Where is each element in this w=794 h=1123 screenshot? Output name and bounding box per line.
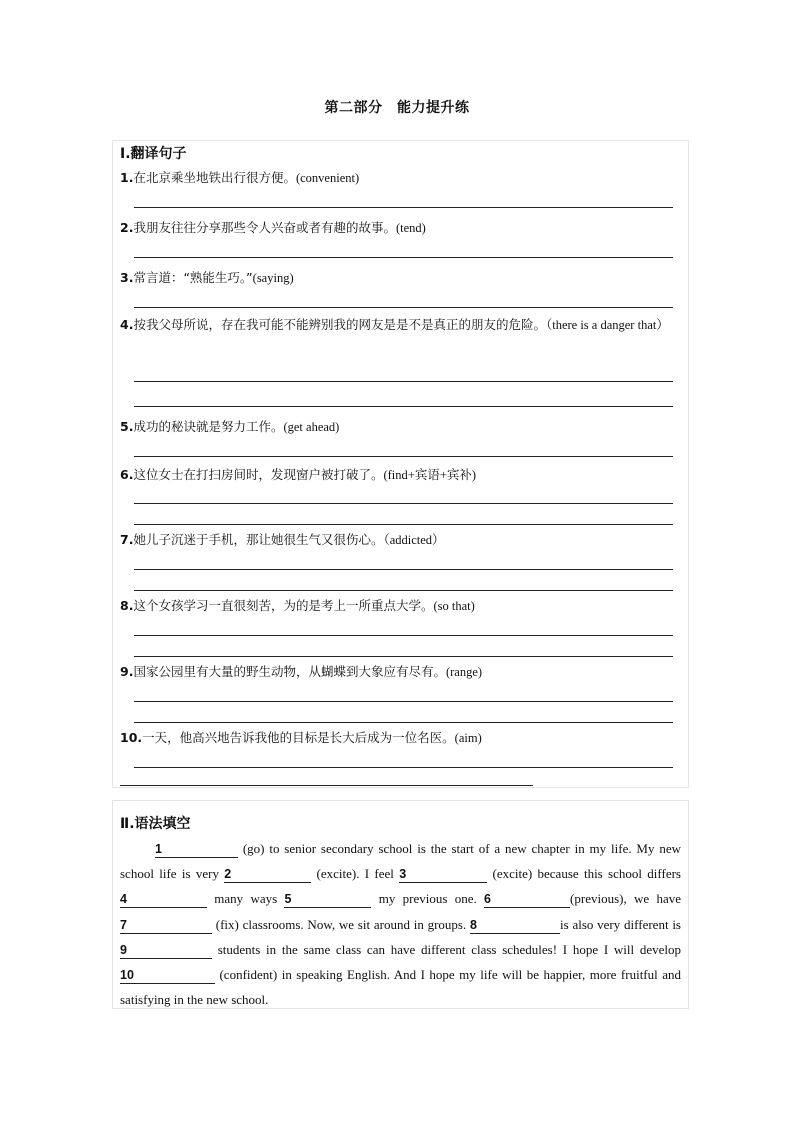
blank-7[interactable]: 7 bbox=[120, 916, 212, 934]
blank-6[interactable]: 6 bbox=[484, 890, 570, 908]
answer-line[interactable] bbox=[134, 656, 673, 657]
question-hint: (aim) bbox=[454, 731, 482, 745]
answer-line[interactable] bbox=[134, 456, 673, 457]
question-3 bbox=[120, 268, 294, 286]
question-number: 2. bbox=[120, 220, 134, 235]
question-number: 9. bbox=[120, 664, 134, 679]
question-hint: (range) bbox=[445, 665, 483, 679]
question-hint: （there is a danger that） bbox=[545, 318, 669, 332]
blank-2[interactable]: 2 bbox=[224, 865, 311, 883]
section-heading-grammar: Ⅱ.语法填空 bbox=[120, 816, 191, 832]
question-10 bbox=[120, 728, 482, 746]
blank-5[interactable]: 5 bbox=[284, 890, 371, 908]
blank-9[interactable]: 9 bbox=[120, 941, 212, 959]
question-number: 4. bbox=[120, 317, 134, 332]
question-7 bbox=[120, 530, 445, 548]
question-text: 一天，他高兴地告诉我他的目标是长大后成为一位名医。 bbox=[142, 730, 455, 745]
question-hint: (get ahead) bbox=[283, 420, 340, 434]
answer-line[interactable] bbox=[134, 635, 673, 636]
blank-3[interactable]: 3 bbox=[399, 865, 487, 883]
question-text: 常言道：“熟能生巧。” bbox=[133, 270, 253, 285]
blank-8[interactable]: 8 bbox=[470, 916, 560, 934]
question-number: 3. bbox=[120, 270, 134, 285]
question-number: 6. bbox=[120, 467, 134, 482]
question-5 bbox=[120, 417, 339, 435]
question-8 bbox=[120, 596, 475, 614]
question-text: 成功的秘诀就是努力工作。 bbox=[133, 419, 284, 434]
question-hint: (saying) bbox=[252, 271, 294, 285]
answer-line[interactable] bbox=[134, 307, 673, 308]
answer-line[interactable] bbox=[120, 785, 533, 786]
question-hint: (so that) bbox=[433, 599, 475, 613]
question-number: 5. bbox=[120, 419, 134, 434]
answer-line[interactable] bbox=[134, 406, 673, 407]
answer-line[interactable] bbox=[134, 590, 673, 591]
question-text: 按我父母所说，存在我可能不能辨别我的网友是是不是真正的朋友的危险。 bbox=[133, 317, 546, 332]
question-text: 她儿子沉迷于手机，那让她很生气又很伤心。 bbox=[133, 532, 384, 547]
translation-section-box bbox=[112, 140, 689, 788]
question-number: 7. bbox=[120, 532, 134, 547]
answer-line[interactable] bbox=[134, 767, 673, 768]
question-hint: (find+宾语+宾补) bbox=[383, 468, 477, 482]
question-number: 8. bbox=[120, 598, 134, 613]
question-number: 10. bbox=[120, 730, 143, 745]
question-1 bbox=[120, 168, 359, 186]
question-2 bbox=[120, 218, 426, 236]
question-text: 这个女孩学习一直很刻苦，为的是考上一所重点大学。 bbox=[133, 598, 434, 613]
blank-10[interactable]: 10 bbox=[120, 966, 215, 984]
question-9 bbox=[120, 662, 482, 680]
answer-line[interactable] bbox=[134, 524, 673, 525]
answer-line[interactable] bbox=[134, 257, 673, 258]
answer-line[interactable] bbox=[134, 381, 673, 382]
question-6 bbox=[120, 465, 476, 483]
answer-line[interactable] bbox=[134, 569, 673, 570]
question-hint: （addicted） bbox=[383, 533, 445, 547]
blank-4[interactable]: 4 bbox=[120, 890, 207, 908]
question-hint: (tend) bbox=[395, 221, 426, 235]
question-number: 1. bbox=[120, 170, 134, 185]
question-hint: (convenient) bbox=[295, 171, 360, 185]
page-title: 第二部分 能力提升练 bbox=[324, 100, 470, 116]
blank-1[interactable]: 1 bbox=[155, 840, 238, 858]
answer-line[interactable] bbox=[134, 722, 673, 723]
question-text: 在北京乘坐地铁出行很方便。 bbox=[133, 170, 296, 185]
question-text: 这位女士在打扫房间时，发现窗户被打破了。 bbox=[133, 467, 384, 482]
question-4 bbox=[120, 312, 680, 338]
answer-line[interactable] bbox=[134, 701, 673, 702]
section-heading-translation: Ⅰ.翻译句子 bbox=[120, 146, 187, 162]
answer-line[interactable] bbox=[134, 207, 673, 208]
question-text: 我朋友往往分享那些令人兴奋或者有趣的故事。 bbox=[133, 220, 396, 235]
grammar-passage: 1 (go) to senior secondary school is the start of a new chapter in my life. My new school life is very 2 (excite). I feel 3 (excite) because this school differs 4 many ways 5 my previous one. 6 (previous), we have 7 (fix) classrooms. Now, we sit around in groups. 8 is also very different is 9 students in the same class can have different class schedules! I hope I will develop 10 (confident) in speaking English. And I hope my life will be happier, more fruitful and satisfying in the new school. bbox=[120, 841, 681, 1008]
question-text: 国家公园里有大量的野生动物，从蝴蝶到大象应有尽有。 bbox=[133, 664, 446, 679]
answer-line[interactable] bbox=[134, 503, 673, 504]
